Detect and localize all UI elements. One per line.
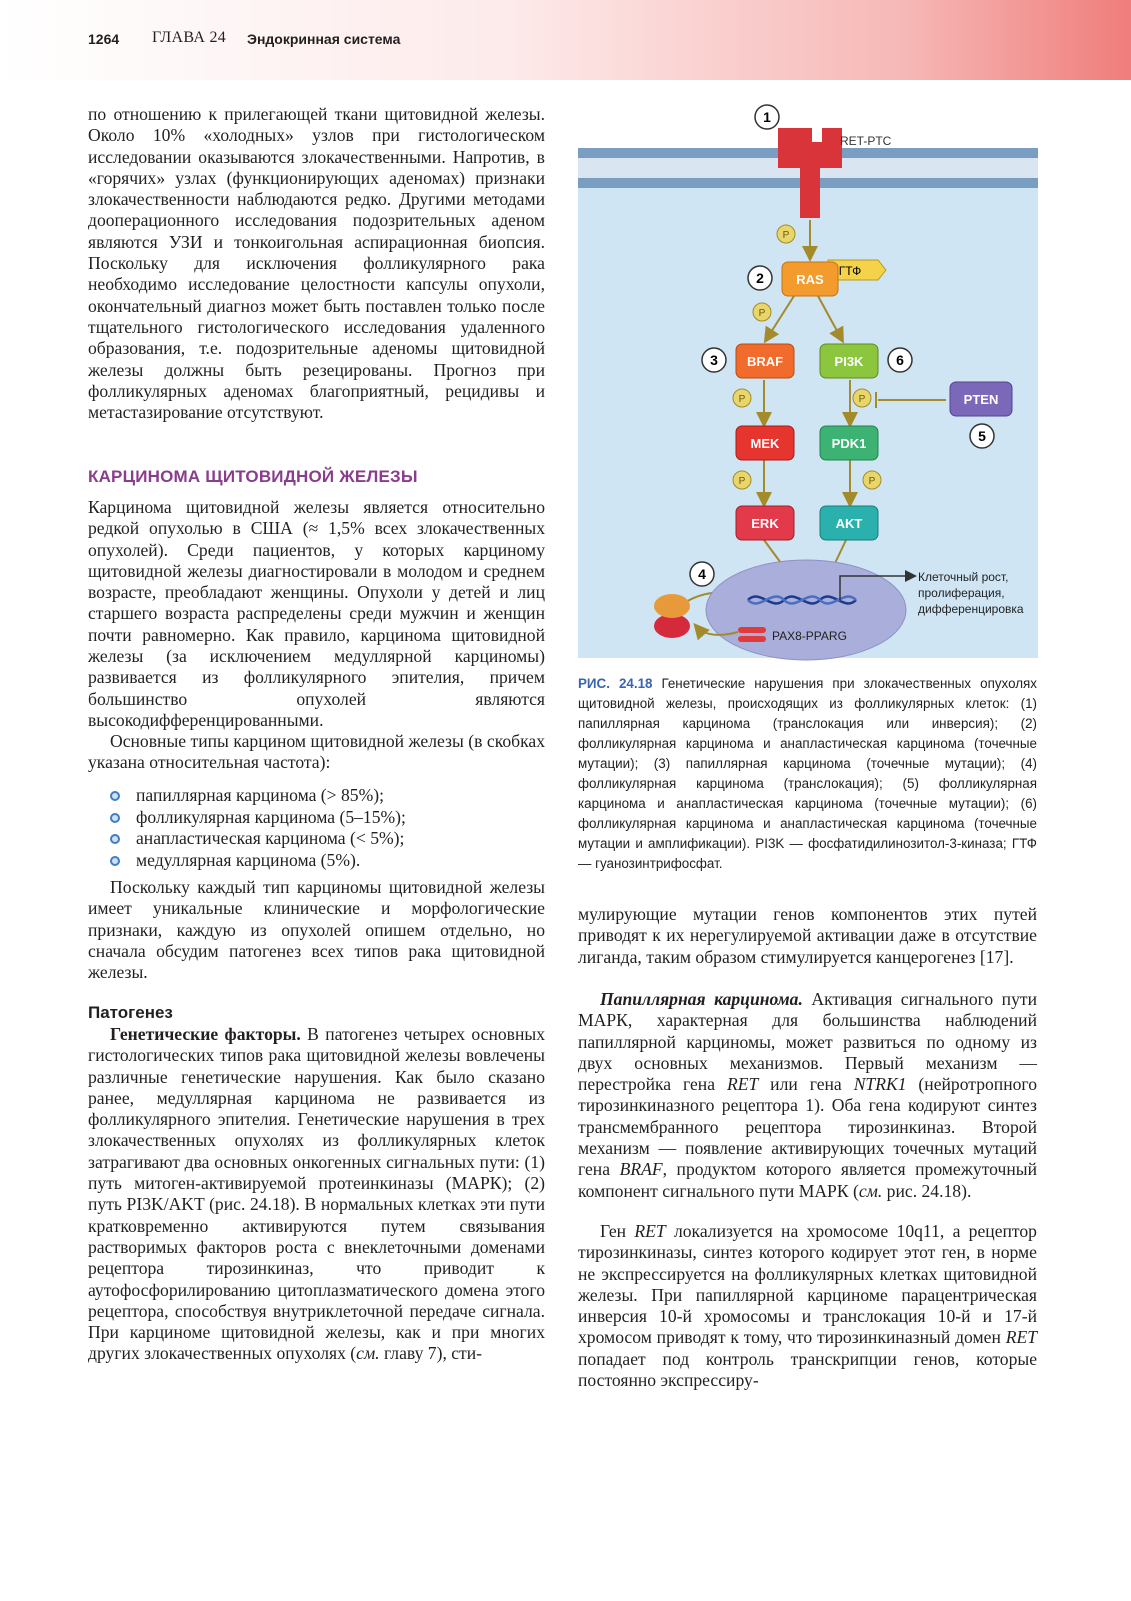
section-paragraph: Карцинома щитовидной железы является относительно редкой опухолью в США (≈ 1,5% всех злокачественных опухолей). Среди пациентов, у которых карциному щитовидной железы диагностировали в молодом и среднем возрасте, преобладают женщины. Опухоли у детей и лиц старшего возраста распределены среди мужчин и женщин почти равномерно. Как правило, карцинома щитовидной железы (за исключением медуллярной карциномы) развивается из фолликулярного эпителия, причем большинство опухолей являются высокодифференцированными. <box>88 497 545 730</box>
svg-text:P: P <box>738 476 746 487</box>
svg-text:PAX8-PPARG: PAX8-PPARG <box>772 629 847 643</box>
types-outro: Поскольку каждый тип карциномы щитовидной железы имеет уникальные клинические и морфологические признаки, каждую из опухолей опишем отдельно, но сначала обсудим патогенез всех типов рака щитовидной железы. <box>88 877 545 983</box>
svg-text:P: P <box>782 230 790 241</box>
bullet-icon <box>110 791 120 801</box>
list-item: папиллярная карцинома (> 85%); <box>108 785 406 807</box>
chapter-title: Эндокринная система <box>247 31 401 47</box>
types-intro: Основные типы карцином щитовидной железы (в скобках указана относительная частота): <box>88 731 545 773</box>
svg-text:PTEN: PTEN <box>963 392 999 407</box>
page-header <box>0 0 1131 80</box>
list-item: фолликулярная карцинома (5–15%); <box>108 807 406 829</box>
svg-text:6: 6 <box>896 352 904 368</box>
svg-text:ERK: ERK <box>751 516 779 531</box>
svg-text:P: P <box>868 476 876 487</box>
bullet-icon <box>110 813 120 823</box>
svg-text:2: 2 <box>756 270 764 286</box>
svg-text:P: P <box>738 394 746 405</box>
chapter-label: ГЛАВА 24 <box>152 29 227 46</box>
svg-text:AKT: AKT <box>835 516 863 531</box>
list-item: медуллярная карцинома (5%). <box>108 850 406 872</box>
signaling-pathway-figure <box>578 100 1038 662</box>
bullet-icon <box>110 834 120 844</box>
svg-text:пролиферация,: пролиферация, <box>918 586 1005 600</box>
svg-text:дифференцировка: дифференцировка <box>918 602 1024 616</box>
genetic-factors-paragraph: Генетические факторы. В патогенез четырех основных гистологических типов рака щитовидной железы вовлечены различные генетические нарушения. Как было сказано ранее, медуллярная карцинома не развивается из фолликулярного эпителия. Генетические нарушения в трех злокачественных опухолях из фолликулярных клеток затрагивают два основных онкогенных сигнальных пути: (1) путь митоген-активируемой протеинкиназы (МАРК); (2) путь PI3K/AKT (рис. 24.18). В нормальных клетках эти пути кратковременно активируются путем связывания растворимых факторов роста с внеклеточными доменами рецептора тирозинкиназ, что приводит к аутофосфорилированию цитоплазматического домена этого рецептора, способствуя внутриклеточной передаче сигнала. При карциноме щитовидной железы, как и при многих других злокачественных опухолях (см. главу 7), сти- <box>88 1024 546 1364</box>
continuation-paragraph: мулирующие мутации генов компонентов этих путей приводят к их нерегулируемой активации даже в отсутствие лиганда, таким образом стимулируется канцерогенез [17]. <box>578 904 1037 967</box>
svg-text:BRAF: BRAF <box>746 354 784 369</box>
svg-text:3: 3 <box>710 352 718 368</box>
svg-text:ГТФ: ГТФ <box>838 264 862 278</box>
list-item: анапластическая карцинома (< 5%); <box>108 828 406 850</box>
svg-text:P: P <box>758 308 766 319</box>
papillary-paragraph: Папиллярная карцинома. Активация сигнального пути МАРК, характерная для большинства наблюдений папиллярной карциномы, может развиться по одному из двух основных механизмов. Первый механизм — перестройка гена RET или гена NTRK1 (нейротропного тирозинкиназного рецептора 1). Оба гена кодируют синтез трансмембранного рецептора тирозинкиназ. Второй механизм — появление активирующих точечных мутаций гена BRAF, продуктом которого является промежуточный компонент сигнального пути МАРК (см. рис. 24.18). <box>578 989 1037 1201</box>
svg-text:Клеточный рост,: Клеточный рост, <box>918 570 1009 584</box>
carcinoma-types-list <box>108 785 406 871</box>
svg-text:P: P <box>858 394 866 405</box>
svg-text:1: 1 <box>763 109 771 125</box>
bullet-icon <box>110 856 120 866</box>
svg-text:PI3K: PI3K <box>834 354 864 369</box>
svg-text:MEK: MEK <box>750 436 780 451</box>
subheading-pathogenesis: Патогенез <box>88 1003 173 1022</box>
ret-paragraph: Ген RET локализуется на хромосоме 10q11, а рецептор тирозинкиназы, синтез которого кодирует этот ген, в норме не экспрессируется на фолликулярных клетках щитовидной железы. При папиллярной карциноме парацентрическая инверсия 10-й хромосомы и транслокация 10-й и 17-й хромосом приводят к тому, что тирозинкиназный домен RET попадает под контроль транскрипции генов, которые постоянно экспрессиру- <box>578 1221 1037 1391</box>
svg-text:5: 5 <box>978 428 986 444</box>
figure-caption: РИС. 24.18 Генетические нарушения при злокачественных опухолях щитовидной железы, происходящих из фолликулярных клеток: (1) папиллярная карцинома (транслокация или инверсия); (2) фолликулярная карцинома и анапластическая карцинома (точечные мутации); (3) папиллярная карцинома (точечные мутации); (4) фолликулярная карцинома (транслокация); (5) фолликулярная карцинома и анапластическая карцинома (точечные мутации); (6) фолликулярная карцинома и анапластическая карцинома (точечные мутации и амплификации). PI3K — фосфатидилинозитол-3-киназа; ГТФ — гуанозинтрифосфат. <box>578 676 1037 871</box>
svg-text:RAS: RAS <box>796 272 824 287</box>
svg-text:PDK1: PDK1 <box>831 436 867 451</box>
nucleus <box>706 560 906 660</box>
svg-text:4: 4 <box>698 566 706 582</box>
intro-paragraph: по отношению к прилегающей ткани щитовидной железы. Около 10% «холодных» узлов при гистологическом исследовании оказываются злокачественными. Напротив, в «горячих» узлах (функционирующих аденомах) признаки злокачественности наблюдаются редко. Другими методами дооперационного исследования подозрительных аденом являются УЗИ и тонкоигольная аспирационная биопсия. Поскольку для исключения фолликулярного рака необходимо исследование целостности капсулы опухоли, окончательный диагноз может быть поставлен только после тщательного гистологического исследования удаленного образования, т.е. подозрительные аденомы щитовидной железы должны быть резецированы. Прогноз при фолликулярных аденомах благоприятный, рецидивы и метастазирование отсутствуют. <box>88 104 545 423</box>
receptor-label: RET-PTC <box>840 134 892 148</box>
page-number: 1264 <box>88 31 120 47</box>
section-heading: КАРЦИНОМА ЩИТОВИДНОЙ ЖЕЛЕЗЫ <box>88 467 418 486</box>
